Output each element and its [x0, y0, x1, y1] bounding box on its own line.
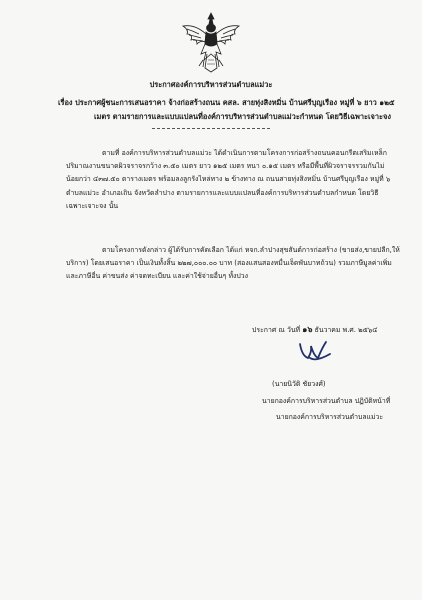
handwritten-signature-icon [296, 338, 334, 364]
document-header: ประกาศองค์การบริหารส่วนตำบลแม่วะ [149, 80, 273, 89]
paragraph-2 [66, 244, 400, 284]
date-day: ๑๖ [302, 325, 313, 334]
paragraph-1-line: ตำบลแม่วะ อำเภอเถิน จังหวัดลำปาง ตามรายการและแบบแปลนที่องค์การบริหารส่วนตำบลกำหนด โดยวิธี [66, 188, 379, 197]
paragraph-1-line: เฉพาะเจาะจง นั้น [66, 201, 119, 210]
document-subject [58, 96, 395, 124]
paragraph-2-line: และภาษีอื่น ค่าขนส่ง ค่าจดทะเบียน และค่าใช้จ่ายอื่นๆ ทั้งปวง [66, 272, 249, 281]
section-divider [152, 128, 270, 129]
paragraph-2-line: บริการ) โดยเสนอราคา เป็นเงินทั้งสิ้น ๒๒๗,๐๐๐.๐๐ บาท (สองแสนสองหมื่นเจ็ดพันบาทถ้วน) รวมภาษีมูลค่าเพิ่ม [66, 259, 392, 268]
announcement-date [252, 323, 378, 336]
signer-position: นายกองค์การบริหารส่วนตำบล ปฏิบัติหน้าที่ [262, 397, 391, 405]
signer-name: (นายนิวัติ ชัยวงศ์) [272, 380, 326, 388]
signer-organization: นายกองค์การบริหารส่วนตำบลแม่วะ [276, 413, 384, 421]
paragraph-1-line: ตามที่ องค์การบริหารส่วนตำบลแม่วะ ได้ดำเนินการตามโครงการก่อสร้างถนนคอนกรีตเสริมเหล็ก [102, 149, 387, 157]
garuda-emblem-icon [179, 10, 243, 76]
paragraph-1-line: ปริมาณงานขนาดผิวจราจรกว้าง ๓.๕๐ เมตร ยาว ๑๒๕ เมตร หนา ๐.๑๕ เมตร หรือมีพื้นที่ผิวจราจรรวมกันไม่ [66, 162, 385, 171]
subject-line-2: เมตร ตามรายการและแบบแปลนที่องค์การบริหารส่วนตำบลแม่วะกำหนด โดยวิธีเฉพาะเจาะจง [94, 112, 391, 121]
paragraph-1 [66, 147, 391, 213]
paragraph-2-line: ตามโครงการดังกล่าว ผู้ได้รับการคัดเลือก ได้แก่ หจก.ลำปางสุขสันต์การก่อสร้าง (ขายส่ง,ขายปลีก,ให้ [102, 246, 400, 254]
date-prefix: ประกาศ ณ วันที่ [252, 326, 301, 334]
date-month-year: ธันวาคม พ.ศ. ๒๕๖๔ [314, 326, 378, 334]
paragraph-1-line: น้อยกว่า ๔๓๗.๕๐ ตารางเมตร พร้อมลงลูกรังไหล่ทาง ๒ ข้างทาง ณ ถนนสายทุ่งสิงหมิ่น บ้านศรีบุญเรือง หมู่ที่ ๖ [66, 175, 391, 184]
subject-line-1: เรื่อง ประกาศผู้ชนะการเสนอราคา จ้างก่อสร้างถนน คสล. สายทุ่งสิงหมิ่น บ้านศรีบุญเรือง หมู่ที่ ๖ ยาว ๑๒๕ [58, 98, 395, 107]
